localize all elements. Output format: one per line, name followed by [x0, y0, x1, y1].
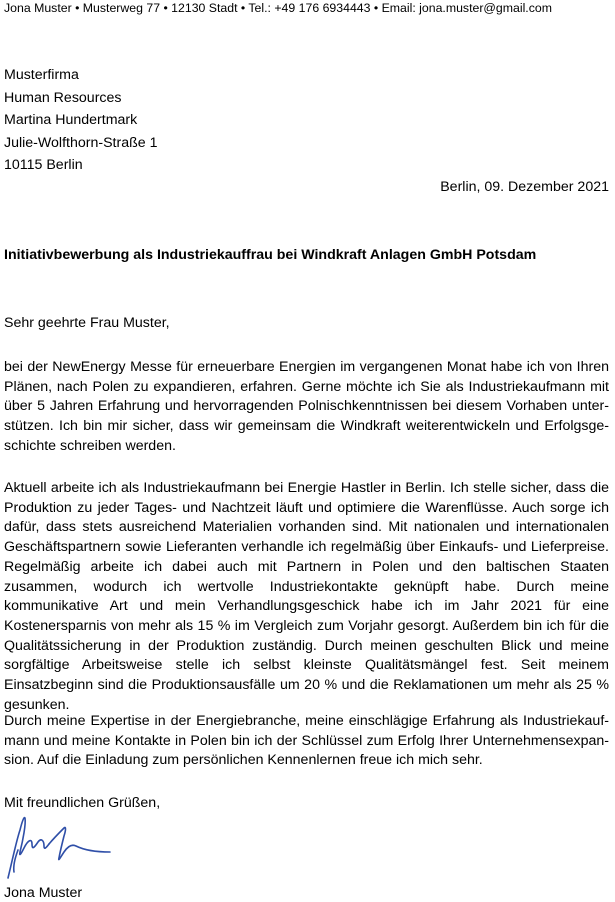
- recipient-city: 10115 Berlin: [4, 157, 83, 174]
- letter-subject: Initiativbewerbung als Industriekauffrau bei Windkraft Anlagen GmbH Potsdam: [4, 247, 537, 263]
- recipient-department: Human Resources: [4, 89, 122, 106]
- body-paragraph-2: Aktuell arbeite ich als Industriekaufmann bei Energie Hastler in Berlin. Ich stelle sicher, dass die Produktion zu jeder Tages- und Nachtzeit läuft und optimiere die Warenflüsse. Auch sorge ich dafür, dass stets ausreichend Materialien vorhanden sind. Mit nationalen und internationalen Geschäftspartnern sowie Lieferanten verhandle ich regelmäßig über Einkaufs- und Lieferpreise. Regelmäßig arbeite ich dabei auch mit Partnern in Polen und den baltischen Staaten zusammen, wodurch ich wertvolle Industriekontakte geknüpft habe. Durch meine kommunikative Art und mein Verhandlungsgeschick habe ich im Jahr 2021 für eine Kostenersparnis von mehr als 15 % im Vergleich zum Vorjahr gesorgt. Außerdem bin ich für die Qualitätssicherung in der Produktion zuständig. Durch meinen geschulten Blick und meine sorgfältige Arbeitsweise stelle ich selbst kleinste Qualitätsmängel fest. Seit meinem Einsatzbeginn sind die Produktionsausfälle um 20 % und die Reklamationen um mehr als 25 % gesunken.: [4, 480, 609, 713]
- body-paragraph-3: Durch meine Expertise in der Energiebranche, meine einschlägige Erfahrung als Industriekaufmann und meine Kontakte in Polen bin ich der Schlüssel zum Erfolg Ihrer Unternehmensexpansion. Auf die Einladung zum persönlichen Kennenlernen freue ich mich sehr.: [4, 713, 609, 769]
- letter-date: Berlin, 09. Dezember 2021: [440, 179, 609, 195]
- recipient-address-block: [4, 64, 158, 177]
- handwritten-signature: [4, 812, 116, 882]
- signer-name: Jona Muster: [4, 885, 83, 901]
- signature-stroke-middle: [49, 827, 110, 859]
- body-paragraph-1: bei der NewEnergy Messe für erneuerbare Energien im vergangenen Monat habe ich von Ihren Plänen, nach Polen zu expandieren, erfahren. Gerne möchte ich Sie als Industriekaufmann mit über 5 Jahren Erfahrung und hervorragenden Polnischkenntnissen bei diesem Vorhaben unterstützen. Ich bin mir sicher, dass wir gemeinsam die Windkraft weiterentwickeln und Erfolgsgeschichte schreiben werden.: [4, 359, 609, 454]
- sender-header-line: Jona Muster • Musterweg 77 • 12130 Stadt • Tel.: +49 176 6934443 • Email: jona.muster@gmail.com: [4, 1, 552, 15]
- recipient-contact: Martina Hundertmark: [4, 112, 138, 129]
- recipient-company: Musterfirma: [4, 67, 79, 83]
- recipient-street: Julie-Wolfthorn-Straße 1: [4, 134, 158, 151]
- letter-closing: Mit freundlichen Grüßen,: [4, 795, 161, 811]
- letter-salutation: Sehr geehrte Frau Muster,: [4, 315, 170, 331]
